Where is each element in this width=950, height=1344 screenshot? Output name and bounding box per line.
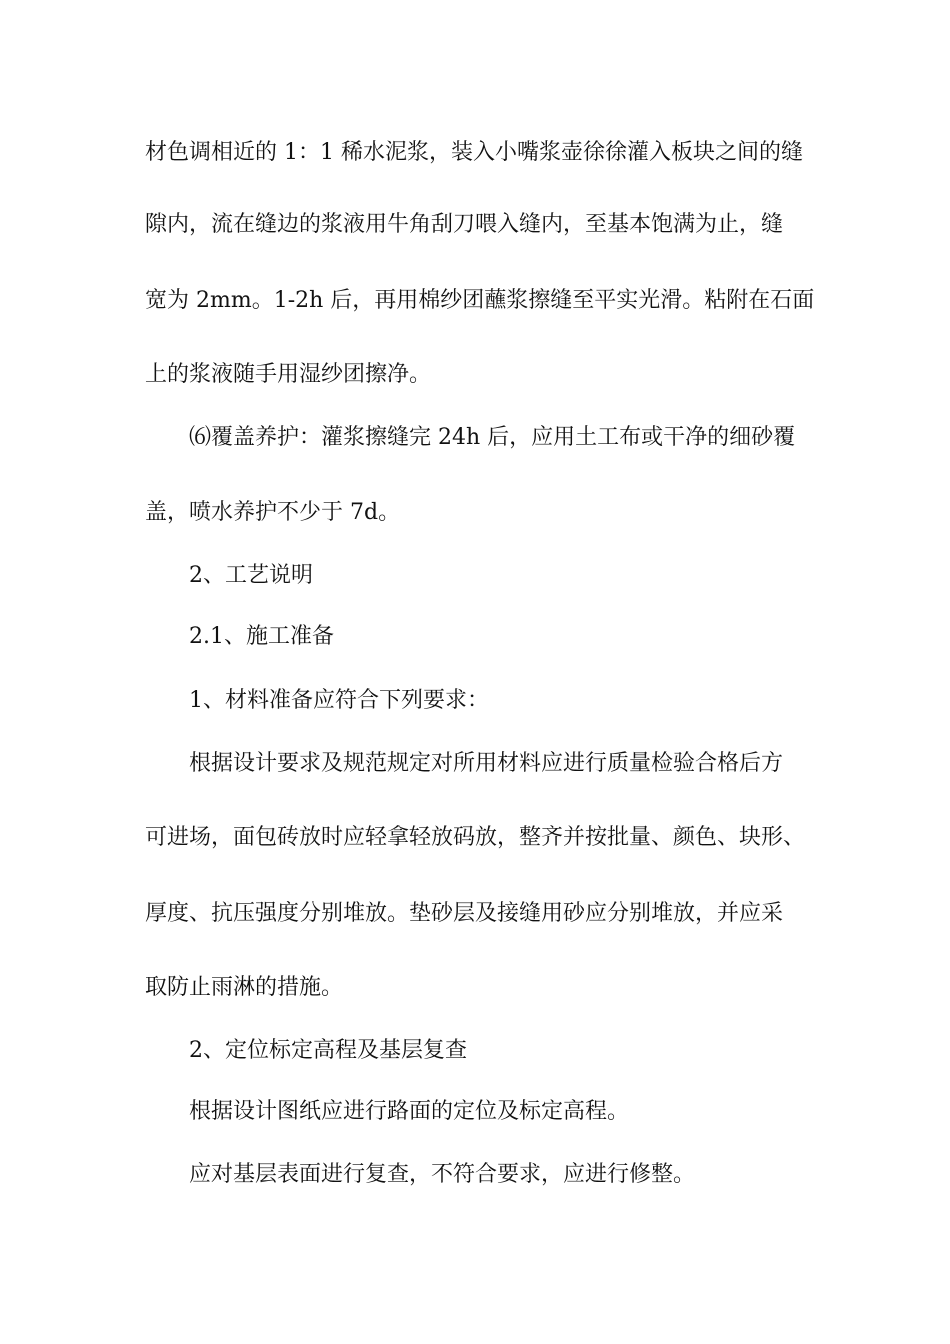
paragraph-line: 隙内，流在缝边的浆液用牛角刮刀喂入缝内，至基本饱满为止，缝 (145, 212, 784, 237)
paragraph-line: 盖，喷水养护不少于 7d。 (145, 500, 401, 525)
subsection-heading: 2、定位标定高程及基层复查 (189, 1038, 467, 1063)
subsection-heading: 1、材料准备应符合下列要求： (189, 688, 489, 713)
section-heading: 2.1、施工准备 (189, 624, 334, 649)
paragraph-line: 上的浆液随手用湿纱团擦净。 (145, 362, 432, 387)
paragraph-line: 根据设计图纸应进行路面的定位及标定高程。 (189, 1099, 630, 1124)
paragraph-line: 厚度、抗压强度分别堆放。垫砂层及接缝用砂应分别堆放，并应采 (145, 901, 784, 926)
paragraph-line: 材色调相近的 1：1 稀水泥浆，装入小嘴浆壶徐徐灌入板块之间的缝 (145, 140, 803, 165)
paragraph-line: 宽为 2mm。1-2h 后，再用棉纱团蘸浆擦缝至平实光滑。粘附在石面 (145, 288, 815, 313)
paragraph-line: 根据设计要求及规范规定对所用材料应进行质量检验合格后方 (189, 751, 784, 776)
paragraph-line: ⑹覆盖养护：灌浆擦缝完 24h 后，应用土工布或干净的细砂覆 (189, 425, 796, 450)
paragraph-line: 应对基层表面进行复查，不符合要求，应进行修整。 (189, 1162, 696, 1187)
paragraph-line: 可进场，面包砖放时应轻拿轻放码放，整齐并按批量、颜色、块形、 (145, 825, 806, 850)
section-heading: 2、工艺说明 (189, 563, 313, 588)
paragraph-line: 取防止雨淋的措施。 (145, 975, 344, 1000)
